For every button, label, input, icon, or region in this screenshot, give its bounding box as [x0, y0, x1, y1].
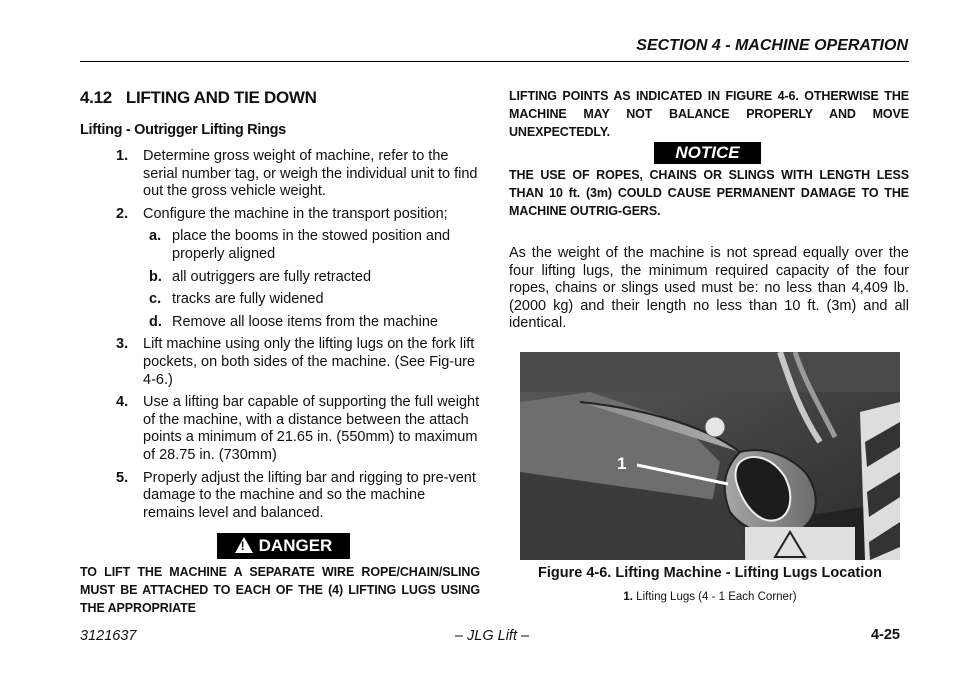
step-text: Properly adjust the lifting bar and rigging to pre-vent damage to the machine and so the machine remains level and balanced.: [143, 469, 476, 521]
notice-label: NOTICE: [654, 142, 761, 164]
step-number: 5.: [116, 469, 129, 486]
list-item: [80, 206, 480, 224]
decal: [745, 527, 855, 560]
lifting-lug-photo: [520, 352, 900, 560]
section-number: 4.12: [80, 88, 112, 107]
substep-text: tracks are fully widened: [172, 291, 324, 308]
substep-text: place the booms in the stowed position and properly aligned: [172, 228, 451, 262]
substep-text: Remove all loose items from the machine: [172, 313, 438, 330]
step-number: 2.: [116, 205, 129, 222]
step-number: 4.: [116, 394, 129, 411]
header-rule: [80, 61, 909, 62]
section-title-text: LIFTING AND TIE DOWN: [125, 88, 317, 107]
figure-legend: [520, 591, 900, 603]
callout-number: 1: [617, 454, 627, 473]
list-subitem: [80, 269, 480, 287]
legend-number: 1.: [623, 591, 633, 603]
step-number: 1.: [116, 148, 129, 164]
substep-letter: a.: [149, 228, 162, 245]
list-subitem: [80, 291, 480, 309]
figure-caption: Figure 4-6. Lifting Machine - Lifting Lugs Location: [538, 565, 882, 581]
page-number: 4-25: [870, 627, 900, 643]
warning-symbol: !: [240, 539, 245, 553]
danger-label: [217, 533, 350, 559]
lug-hole: [705, 417, 725, 437]
document-number: 3121637: [80, 628, 137, 644]
footer-brand: – JLG Lift –: [454, 628, 530, 644]
capacity-paragraph: As the weight of the machine is not spread equally over the four lifting lugs, the minimum required capacity of the four ropes, chains or slings used must be: no less than 4,409 lb. (2000 kg) and their length no less than 10 ft. (3m) and all identical.: [509, 245, 909, 332]
substep-text: all outriggers are fully retracted: [172, 268, 372, 285]
step-text: Use a lifting bar capable of supporting the full weight of the machine, with a distance between the attach points a minimum of 21.65 in. (550mm) to maximum of 28.75 in. (730mm): [143, 394, 480, 463]
danger-text: TO LIFT THE MACHINE A SEPARATE WIRE ROPE/CHAIN/SLING MUST BE ATTACHED TO EACH OF THE (4) LIFTING LUGS USING THE APPROPRIATE: [80, 565, 480, 615]
list-item: [80, 470, 480, 523]
step-number: 3.: [116, 336, 129, 353]
procedure-list: [80, 148, 480, 527]
danger-text-continued: LIFTING POINTS AS INDICATED IN FIGURE 4-6. OTHERWISE THE MACHINE MAY NOT BALANCE PROPERLY AND MOVE UNEXPECTEDLY.: [509, 89, 909, 139]
step-text: Configure the machine in the transport position;: [143, 205, 448, 222]
section-title: [80, 88, 317, 108]
substep-letter: c.: [149, 291, 162, 308]
danger-label-text: DANGER: [258, 536, 333, 555]
list-item: [80, 394, 480, 464]
step-text: Lift machine using only the lifting lugs on the fork lift pockets, on both sides of the machine. (See Fig-ure 4-6.): [143, 336, 476, 388]
subsection-title: Lifting - Outrigger Lifting Rings: [80, 122, 286, 138]
substep-letter: b.: [149, 268, 162, 285]
notice-text: THE USE OF ROPES, CHAINS OR SLINGS WITH LENGTH LESS THAN 10 ft. (3m) COULD CAUSE PERMANENT DAMAGE TO THE MACHINE OUTRIG-GERS.: [509, 168, 909, 218]
list-item: [80, 148, 480, 201]
list-subitem: [80, 228, 480, 263]
machine-top-panel: [520, 352, 900, 392]
legend-text: Lifting Lugs (4 - 1 Each Corner): [636, 591, 797, 603]
section-header: SECTION 4 - MACHINE OPERATION: [636, 37, 908, 54]
substep-letter: d.: [149, 313, 162, 330]
list-item: [80, 336, 480, 389]
step-text: Determine gross weight of machine, refer to the serial number tag, or weigh the individual unit to find out the gross vehicle weight.: [143, 148, 478, 200]
list-subitem: [80, 314, 480, 332]
warning-triangle-icon: [235, 537, 253, 553]
